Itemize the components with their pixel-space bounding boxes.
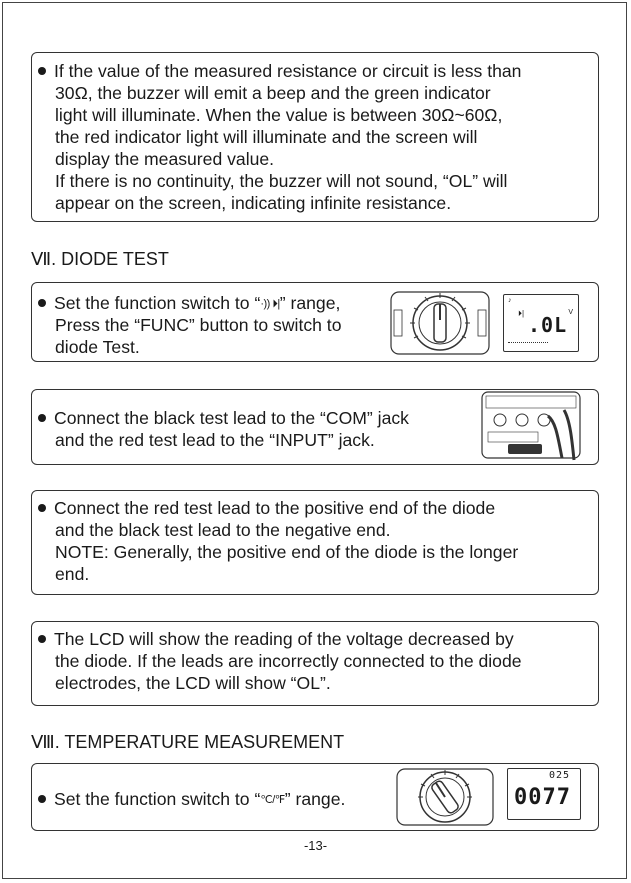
- bullet-icon: [38, 299, 46, 307]
- diode-switch-line-1: Set the function switch to “·)) ⏵|” range,: [38, 292, 340, 315]
- section-8-title: TEMPERATURE MEASUREMENT: [64, 732, 345, 752]
- continuity-line-7: appear on the screen, indicating infinite resistance.: [55, 193, 452, 213]
- lcd-diode-reading: .0L: [528, 313, 568, 337]
- continuity-line-2: 30Ω, the buzzer will emit a beep and the green indicator: [55, 83, 491, 103]
- diode-continuity-symbol-icon: ·)) ⏵|: [260, 298, 280, 310]
- lcd-diode-symbol-icon: ♪: [508, 297, 512, 304]
- section-8-numeral: Ⅷ.: [31, 732, 60, 752]
- diode-switch-line-3: diode Test.: [55, 337, 140, 357]
- diode-polarity-line-3: NOTE: Generally, the positive end of the diode is the longer: [55, 542, 519, 562]
- diode-polarity-line-1: Connect the red test lead to the positive end of the diode: [38, 497, 495, 519]
- rotary-switch-diode-illustration: [390, 290, 490, 356]
- lcd-temperature-main-reading: 0077: [514, 785, 571, 810]
- diode-polarity-line-2: and the black test lead to the negative end.: [55, 520, 391, 540]
- rotary-switch-temperature-illustration: [396, 767, 494, 827]
- lcd-bargraph: [508, 342, 548, 345]
- temperature-switch-line-1: Set the function switch to “℃/℉” range.: [38, 788, 345, 811]
- continuity-line-3: light will illuminate. When the value is between 30Ω~60Ω,: [55, 105, 503, 125]
- multimeter-jacks-illustration: [478, 390, 584, 462]
- test-lead-line-2: and the red test lead to the “INPUT” jack.: [55, 430, 375, 450]
- continuity-line-4: the red indicator light will illuminate and the screen will: [55, 127, 478, 147]
- bullet-icon: [38, 67, 46, 75]
- lcd-reading-line-3: electrodes, the LCD will show “OL”.: [55, 673, 331, 693]
- continuity-line-5: display the measured value.: [55, 149, 275, 169]
- continuity-line-1: If the value of the measured resistance or circuit is less than: [38, 60, 521, 82]
- bullet-icon: [38, 795, 46, 803]
- section-7-heading: [31, 248, 169, 270]
- bullet-icon: [38, 504, 46, 512]
- lcd-diode-unit: V: [568, 309, 573, 316]
- celsius-fahrenheit-symbol-icon: ℃/℉: [260, 794, 285, 806]
- lcd-temperature-top-reading: 025: [548, 770, 570, 781]
- test-lead-line-1: Connect the black test lead to the “COM” jack: [38, 407, 409, 429]
- page-number: -13-: [303, 838, 328, 853]
- section-7-numeral: Ⅶ.: [31, 249, 57, 269]
- bullet-icon: [38, 414, 46, 422]
- lcd-diode-arrow-icon: ⏵|: [518, 309, 525, 318]
- continuity-line-6: If there is no continuity, the buzzer will not sound, “OL” will: [55, 171, 508, 191]
- lcd-temperature-illustration: [507, 768, 581, 820]
- bullet-icon: [38, 635, 46, 643]
- diode-polarity-line-4: end.: [55, 564, 90, 584]
- section-8-heading: [31, 731, 344, 753]
- diode-switch-line-2: Press the “FUNC” button to switch to: [55, 315, 342, 335]
- section-7-title: DIODE TEST: [61, 249, 169, 269]
- lcd-reading-line-1: The LCD will show the reading of the voltage decreased by: [38, 628, 514, 650]
- lcd-diode-illustration: [503, 294, 579, 352]
- lcd-reading-line-2: the diode. If the leads are incorrectly connected to the diode: [55, 651, 522, 671]
